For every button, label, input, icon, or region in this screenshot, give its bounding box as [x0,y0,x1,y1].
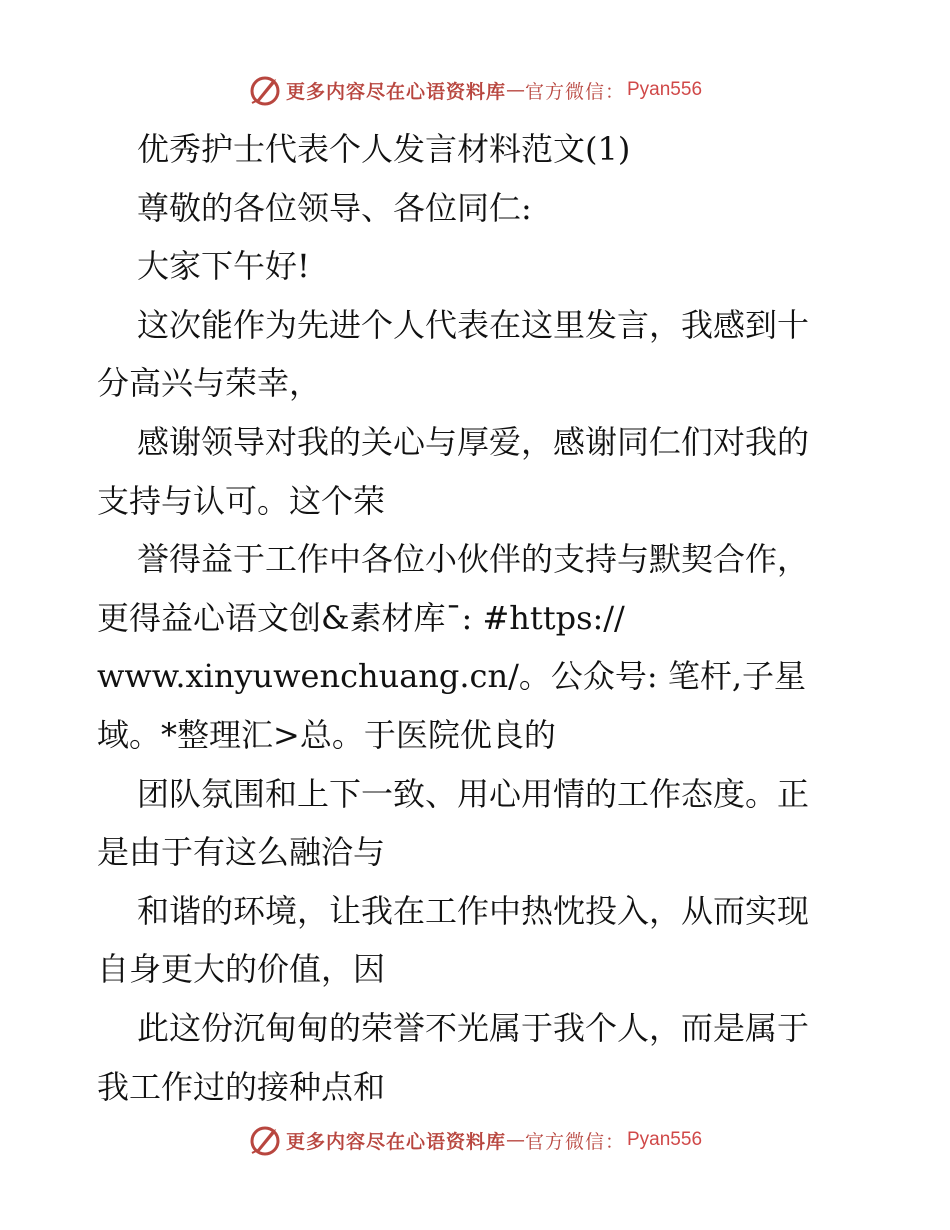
banner-wechat-id: Pyan556 [627,1129,703,1150]
paragraph-line: 自身更大的价值，因 [97,950,386,989]
banner-wechat-id: Pyan556 [627,79,703,100]
banner-wechat-label: 官方微信： [524,1130,625,1153]
document-title: 优秀护士代表个人发言材料范文(1) [137,130,631,168]
paragraph-line: 和谐的环境，让我在工作中热忱投入，从而实现 [137,891,810,930]
paragraph-line: 是由于有这么融洽与 [97,833,386,872]
paragraph-line: 分高兴与荣幸， [97,364,322,403]
paragraph-line: 我工作过的接种点和 [97,1067,386,1106]
greeting: 大家下午好! [137,247,310,286]
paragraph-line: 誉得益于工作中各位小伙伴的支持与默契合作， [137,540,810,579]
paragraph-line: 此这份沉甸甸的荣誉不光属于我个人，而是属于 [137,1008,810,1047]
paragraph-line: 域。*整理汇>总。于医院优良的 [97,715,556,754]
banner-text: 更多内容尽在心语资料库 [285,80,506,103]
paragraph-line: 更得益心语文创&素材库¯: #https:// [97,598,625,637]
banner-separator: — [505,79,525,101]
paragraph-line: 团队氛围和上下一致、用心用情的工作态度。正 [137,774,810,813]
paragraph-line: www.xinyuwenchuang.cn/。公众号: 笔杆,子星 [97,657,806,696]
paragraph-line: 这次能作为先进个人代表在这里发言，我感到十 [137,305,810,344]
banner-wechat-label: 官方微信： [524,80,625,103]
paragraph-line: 感谢领导对我的关心与厚爱，感谢同仁们对我的 [137,422,810,461]
quill-pen-logo-icon [248,1123,282,1157]
paragraph-line: 支持与认可。这个荣 [97,481,386,520]
document-body [97,120,867,1116]
footer-banner [0,1120,950,1160]
salutation: 尊敬的各位领导、各位同仁: [137,188,532,227]
header-banner [0,70,950,110]
banner-text: 更多内容尽在心语资料库 [285,1130,506,1153]
quill-pen-logo-icon [248,73,282,107]
banner-separator: — [505,1129,525,1151]
